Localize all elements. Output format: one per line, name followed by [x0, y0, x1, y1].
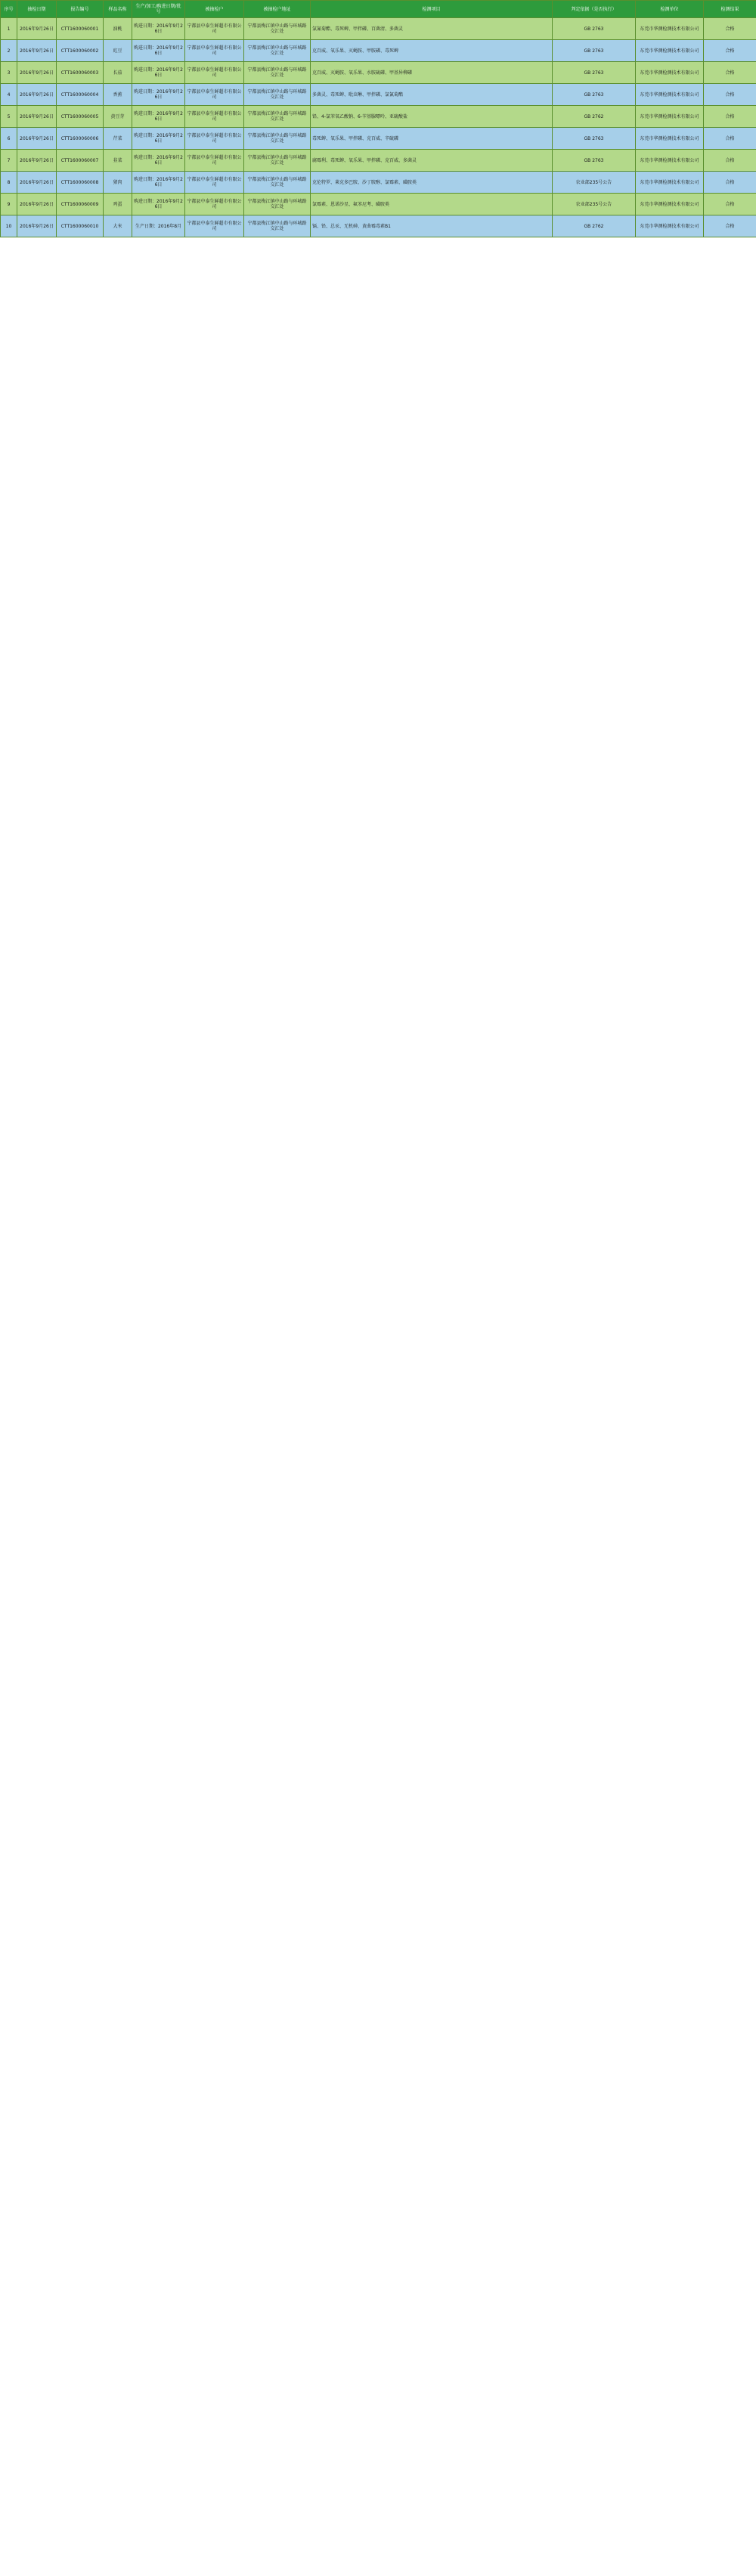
cell-address: 宁都县梅江镇中山路与环城路交汇处 — [244, 215, 311, 237]
cell-items: 克百威、灭蝇胺、氧乐果、水胺硫磷、甲基异柳磷 — [311, 62, 553, 84]
cell-basis: GB 2763 — [553, 18, 636, 40]
table-row — [1, 106, 756, 128]
cell-lab: 东莞市华测检测技术有限公司 — [636, 150, 704, 172]
cell-vendor: 宁都县中泰生鲜超市有限公司 — [185, 128, 244, 150]
cell-result: 合格 — [704, 150, 756, 172]
cell-date: 2016年9月26日 — [17, 106, 57, 128]
cell-lab: 东莞市华测检测技术有限公司 — [636, 172, 704, 194]
cell-lab: 东莞市华测检测技术有限公司 — [636, 84, 704, 106]
cell-vendor: 宁都县中泰生鲜超市有限公司 — [185, 106, 244, 128]
cell-batch: 购进日期：2016年9月26日 — [132, 18, 185, 40]
cell-lab: 东莞市华测检测技术有限公司 — [636, 106, 704, 128]
cell-items: 铅、4-氯苯氧乙酸钠、6-苄基腺嘌呤、亚硫酸盐 — [311, 106, 553, 128]
cell-items: 毒死蜱、氧乐果、甲拌磷、克百威、辛硫磷 — [311, 128, 553, 150]
cell-report: CTT1600060001 — [57, 18, 104, 40]
cell-no: 3 — [1, 62, 17, 84]
cell-address: 宁都县梅江镇中山路与环城路交汇处 — [244, 84, 311, 106]
cell-items: 氯氰菊酯、毒死蜱、甲拌磷、百菌清、多菌灵 — [311, 18, 553, 40]
cell-report: CTT1600060006 — [57, 128, 104, 150]
cell-sample: 黄豆芽 — [104, 106, 132, 128]
cell-vendor: 宁都县中泰生鲜超市有限公司 — [185, 150, 244, 172]
header-lab: 检测单位 — [636, 1, 704, 18]
header-batch: 生产/加工/购进日期/批号 — [132, 1, 185, 18]
cell-report: CTT1600060003 — [57, 62, 104, 84]
cell-batch: 购进日期：2016年9月26日 — [132, 128, 185, 150]
cell-date: 2016年9月26日 — [17, 215, 57, 237]
cell-sample: 香蕉 — [104, 84, 132, 106]
cell-sample: 韭菜 — [104, 150, 132, 172]
cell-basis: GB 2763 — [553, 128, 636, 150]
table-row — [1, 215, 756, 237]
cell-address: 宁都县梅江镇中山路与环城路交汇处 — [244, 194, 311, 215]
table-row — [1, 84, 756, 106]
cell-batch: 购进日期：2016年9月26日 — [132, 84, 185, 106]
cell-address: 宁都县梅江镇中山路与环城路交汇处 — [244, 150, 311, 172]
cell-address: 宁都县梅江镇中山路与环城路交汇处 — [244, 106, 311, 128]
table-row — [1, 128, 756, 150]
cell-date: 2016年9月26日 — [17, 172, 57, 194]
cell-vendor: 宁都县中泰生鲜超市有限公司 — [185, 40, 244, 62]
cell-batch: 购进日期：2016年9月26日 — [132, 62, 185, 84]
cell-no: 1 — [1, 18, 17, 40]
cell-result: 合格 — [704, 215, 756, 237]
cell-batch: 购进日期：2016年9月26日 — [132, 194, 185, 215]
cell-batch: 购进日期：2016年9月26日 — [132, 150, 185, 172]
cell-sample: 芹菜 — [104, 128, 132, 150]
header-vendor: 被抽检户 — [185, 1, 244, 18]
cell-report: CTT1600060002 — [57, 40, 104, 62]
cell-address: 宁都县梅江镇中山路与环城路交汇处 — [244, 62, 311, 84]
header-basis: 判定依据（是否执行） — [553, 1, 636, 18]
table-header — [1, 1, 756, 18]
cell-sample: 鸡蛋 — [104, 194, 132, 215]
cell-vendor: 宁都县中泰生鲜超市有限公司 — [185, 172, 244, 194]
cell-date: 2016年9月26日 — [17, 18, 57, 40]
cell-date: 2016年9月26日 — [17, 62, 57, 84]
cell-vendor: 宁都县中泰生鲜超市有限公司 — [185, 194, 244, 215]
cell-items: 克百威、氧乐果、灭蝇胺、甲胺磷、毒死蜱 — [311, 40, 553, 62]
table-row — [1, 40, 756, 62]
cell-report: CTT1600060004 — [57, 84, 104, 106]
table-row — [1, 62, 756, 84]
header-result: 检测结果 — [704, 1, 756, 18]
cell-address: 宁都县梅江镇中山路与环城路交汇处 — [244, 128, 311, 150]
cell-basis: 农业部235号公告 — [553, 172, 636, 194]
header-sample: 样品名称 — [104, 1, 132, 18]
cell-address: 宁都县梅江镇中山路与环城路交汇处 — [244, 18, 311, 40]
cell-report: CTT1600060010 — [57, 215, 104, 237]
cell-items: 氯霉素、恩诺沙星、氟苯尼考、磺胺类 — [311, 194, 553, 215]
cell-no: 9 — [1, 194, 17, 215]
cell-no: 6 — [1, 128, 17, 150]
cell-basis: GB 2763 — [553, 84, 636, 106]
cell-sample: 油桃 — [104, 18, 132, 40]
cell-items: 镉、铅、总汞、无机砷、黄曲霉毒素B1 — [311, 215, 553, 237]
header-date: 抽检日期 — [17, 1, 57, 18]
cell-address: 宁都县梅江镇中山路与环城路交汇处 — [244, 40, 311, 62]
cell-vendor: 宁都县中泰生鲜超市有限公司 — [185, 215, 244, 237]
table-row — [1, 194, 756, 215]
cell-batch: 购进日期：2016年9月26日 — [132, 106, 185, 128]
cell-batch: 购进日期：2016年9月26日 — [132, 172, 185, 194]
cell-result: 合格 — [704, 62, 756, 84]
cell-result: 合格 — [704, 40, 756, 62]
cell-no: 10 — [1, 215, 17, 237]
cell-basis: 农业部235号公告 — [553, 194, 636, 215]
cell-report: CTT1600060008 — [57, 172, 104, 194]
cell-batch: 购进日期：2016年9月26日 — [132, 40, 185, 62]
table-row — [1, 18, 756, 40]
table-row — [1, 150, 756, 172]
header-items: 检测项目 — [311, 1, 553, 18]
cell-no: 4 — [1, 84, 17, 106]
header-report: 报告编号 — [57, 1, 104, 18]
cell-date: 2016年9月26日 — [17, 194, 57, 215]
cell-items: 克伦特罗、莱克多巴胺、沙丁胺醇、氯霉素、磺胺类 — [311, 172, 553, 194]
cell-result: 合格 — [704, 194, 756, 215]
cell-lab: 东莞市华测检测技术有限公司 — [636, 194, 704, 215]
cell-basis: GB 2762 — [553, 106, 636, 128]
cell-vendor: 宁都县中泰生鲜超市有限公司 — [185, 18, 244, 40]
header-no: 序号 — [1, 1, 17, 18]
cell-no: 5 — [1, 106, 17, 128]
cell-lab: 东莞市华测检测技术有限公司 — [636, 40, 704, 62]
cell-no: 8 — [1, 172, 17, 194]
header-address: 被抽检户地址 — [244, 1, 311, 18]
cell-result: 合格 — [704, 106, 756, 128]
cell-date: 2016年9月26日 — [17, 150, 57, 172]
cell-basis: GB 2762 — [553, 215, 636, 237]
cell-batch: 生产日期：2016年8月 — [132, 215, 185, 237]
cell-report: CTT1600060005 — [57, 106, 104, 128]
cell-items: 腐霉利、毒死蜱、氧乐果、甲拌磷、克百威、多菌灵 — [311, 150, 553, 172]
cell-no: 2 — [1, 40, 17, 62]
cell-vendor: 宁都县中泰生鲜超市有限公司 — [185, 62, 244, 84]
cell-date: 2016年9月26日 — [17, 84, 57, 106]
table-row — [1, 172, 756, 194]
cell-result: 合格 — [704, 84, 756, 106]
cell-lab: 东莞市华测检测技术有限公司 — [636, 18, 704, 40]
cell-result: 合格 — [704, 128, 756, 150]
cell-sample: 长茄 — [104, 62, 132, 84]
cell-vendor: 宁都县中泰生鲜超市有限公司 — [185, 84, 244, 106]
cell-lab: 东莞市华测检测技术有限公司 — [636, 62, 704, 84]
cell-items: 多菌灵、毒死蜱、吡虫啉、甲拌磷、氯氰菊酯 — [311, 84, 553, 106]
cell-report: CTT1600060007 — [57, 150, 104, 172]
cell-result: 合格 — [704, 18, 756, 40]
cell-sample: 猪肉 — [104, 172, 132, 194]
cell-no: 7 — [1, 150, 17, 172]
inspection-table — [0, 0, 756, 237]
cell-address: 宁都县梅江镇中山路与环城路交汇处 — [244, 172, 311, 194]
cell-lab: 东莞市华测检测技术有限公司 — [636, 215, 704, 237]
cell-basis: GB 2763 — [553, 150, 636, 172]
table-body — [1, 18, 756, 237]
cell-lab: 东莞市华测检测技术有限公司 — [636, 128, 704, 150]
cell-result: 合格 — [704, 172, 756, 194]
cell-date: 2016年9月26日 — [17, 40, 57, 62]
cell-date: 2016年9月26日 — [17, 128, 57, 150]
cell-basis: GB 2763 — [553, 62, 636, 84]
cell-basis: GB 2763 — [553, 40, 636, 62]
cell-sample: 豇豆 — [104, 40, 132, 62]
cell-report: CTT1600060009 — [57, 194, 104, 215]
cell-sample: 大米 — [104, 215, 132, 237]
